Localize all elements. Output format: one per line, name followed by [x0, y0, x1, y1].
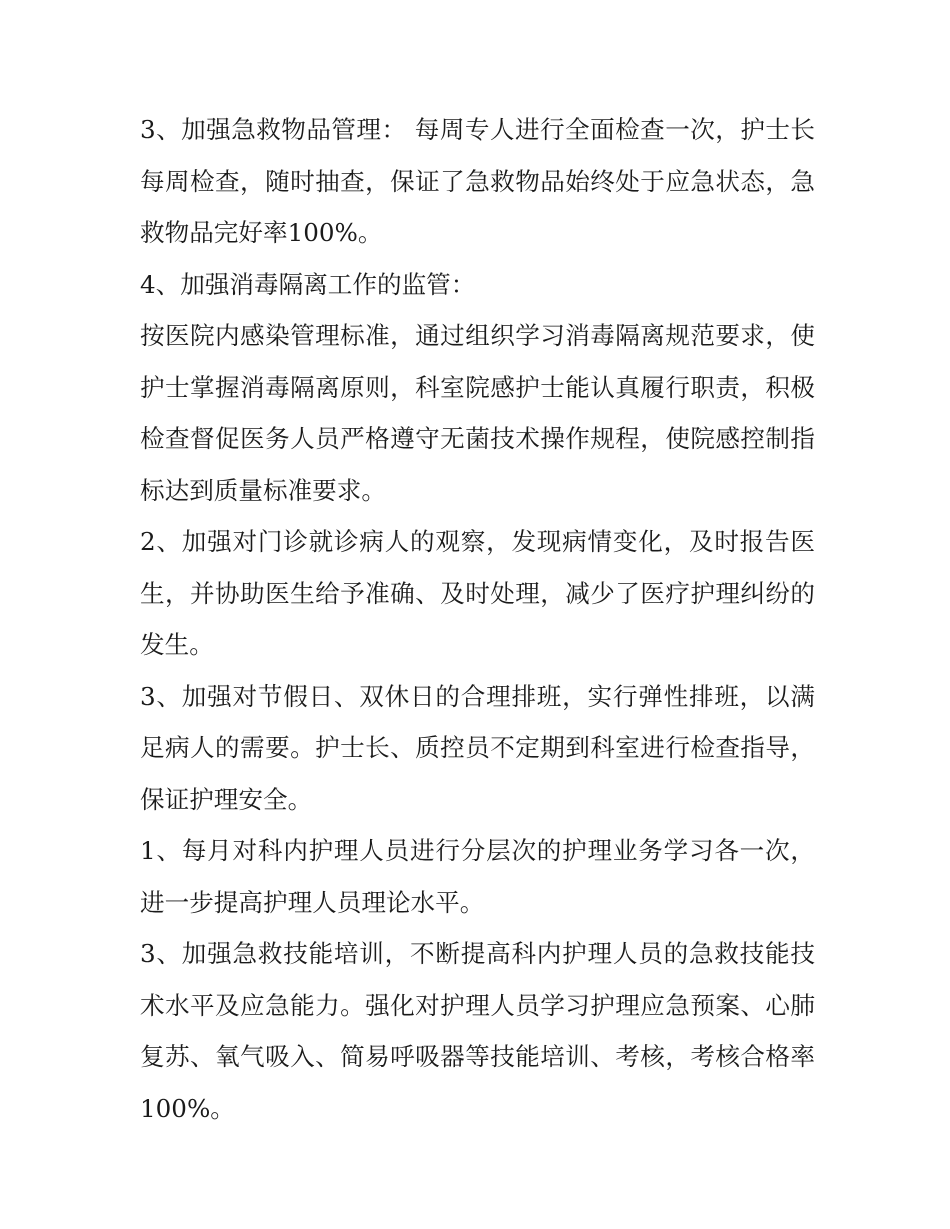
paragraph-infection-control: 按医院内感染管理标准，通过组织学习消毒隔离规范要求，使护士掌握消毒隔离原则，科室院感护士能认真履行职责，积极检查督促医务人员严格遵守无菌技术操作规程，使院感控制指标达到质量标准要求。 — [140, 321, 815, 505]
paragraph-holiday-scheduling: 3、加强对节假日、双休日的合理排班，实行弹性排班，以满足病人的需要。护士长、质控员不定期到科室进行检查指导，保证护理安全。 — [140, 681, 815, 814]
paragraph-disinfection-heading: 4、加强消毒隔离工作的监管： — [140, 269, 476, 299]
paragraph-monthly-training: 1、每月对科内护理人员进行分层次的护理业务学习各一次，进一步提高护理人员理论水平。 — [140, 836, 815, 917]
paragraph-patient-observation: 2、加强对门诊就诊病人的观察，发现病情变化，及时报告医生，并协助医生给予准确、及时处理，减少了医疗护理纠纷的发生。 — [140, 527, 815, 659]
document-body — [140, 104, 815, 1134]
paragraph-emergency-supplies: 3、加强急救物品管理： 每周专人进行全面检查一次，护士长每周检查，随时抽查，保证了急救物品始终处于应急状态，急救物品完好率100%。 — [140, 115, 815, 247]
paragraph-emergency-skills: 3、加强急救技能培训，不断提高科内护理人员的急救技能技术水平及应急能力。强化对护理人员学习护理应急预案、心肺复苏、氧气吸入、简易呼吸器等技能培训、考核，考核合格率100%。 — [140, 939, 815, 1123]
